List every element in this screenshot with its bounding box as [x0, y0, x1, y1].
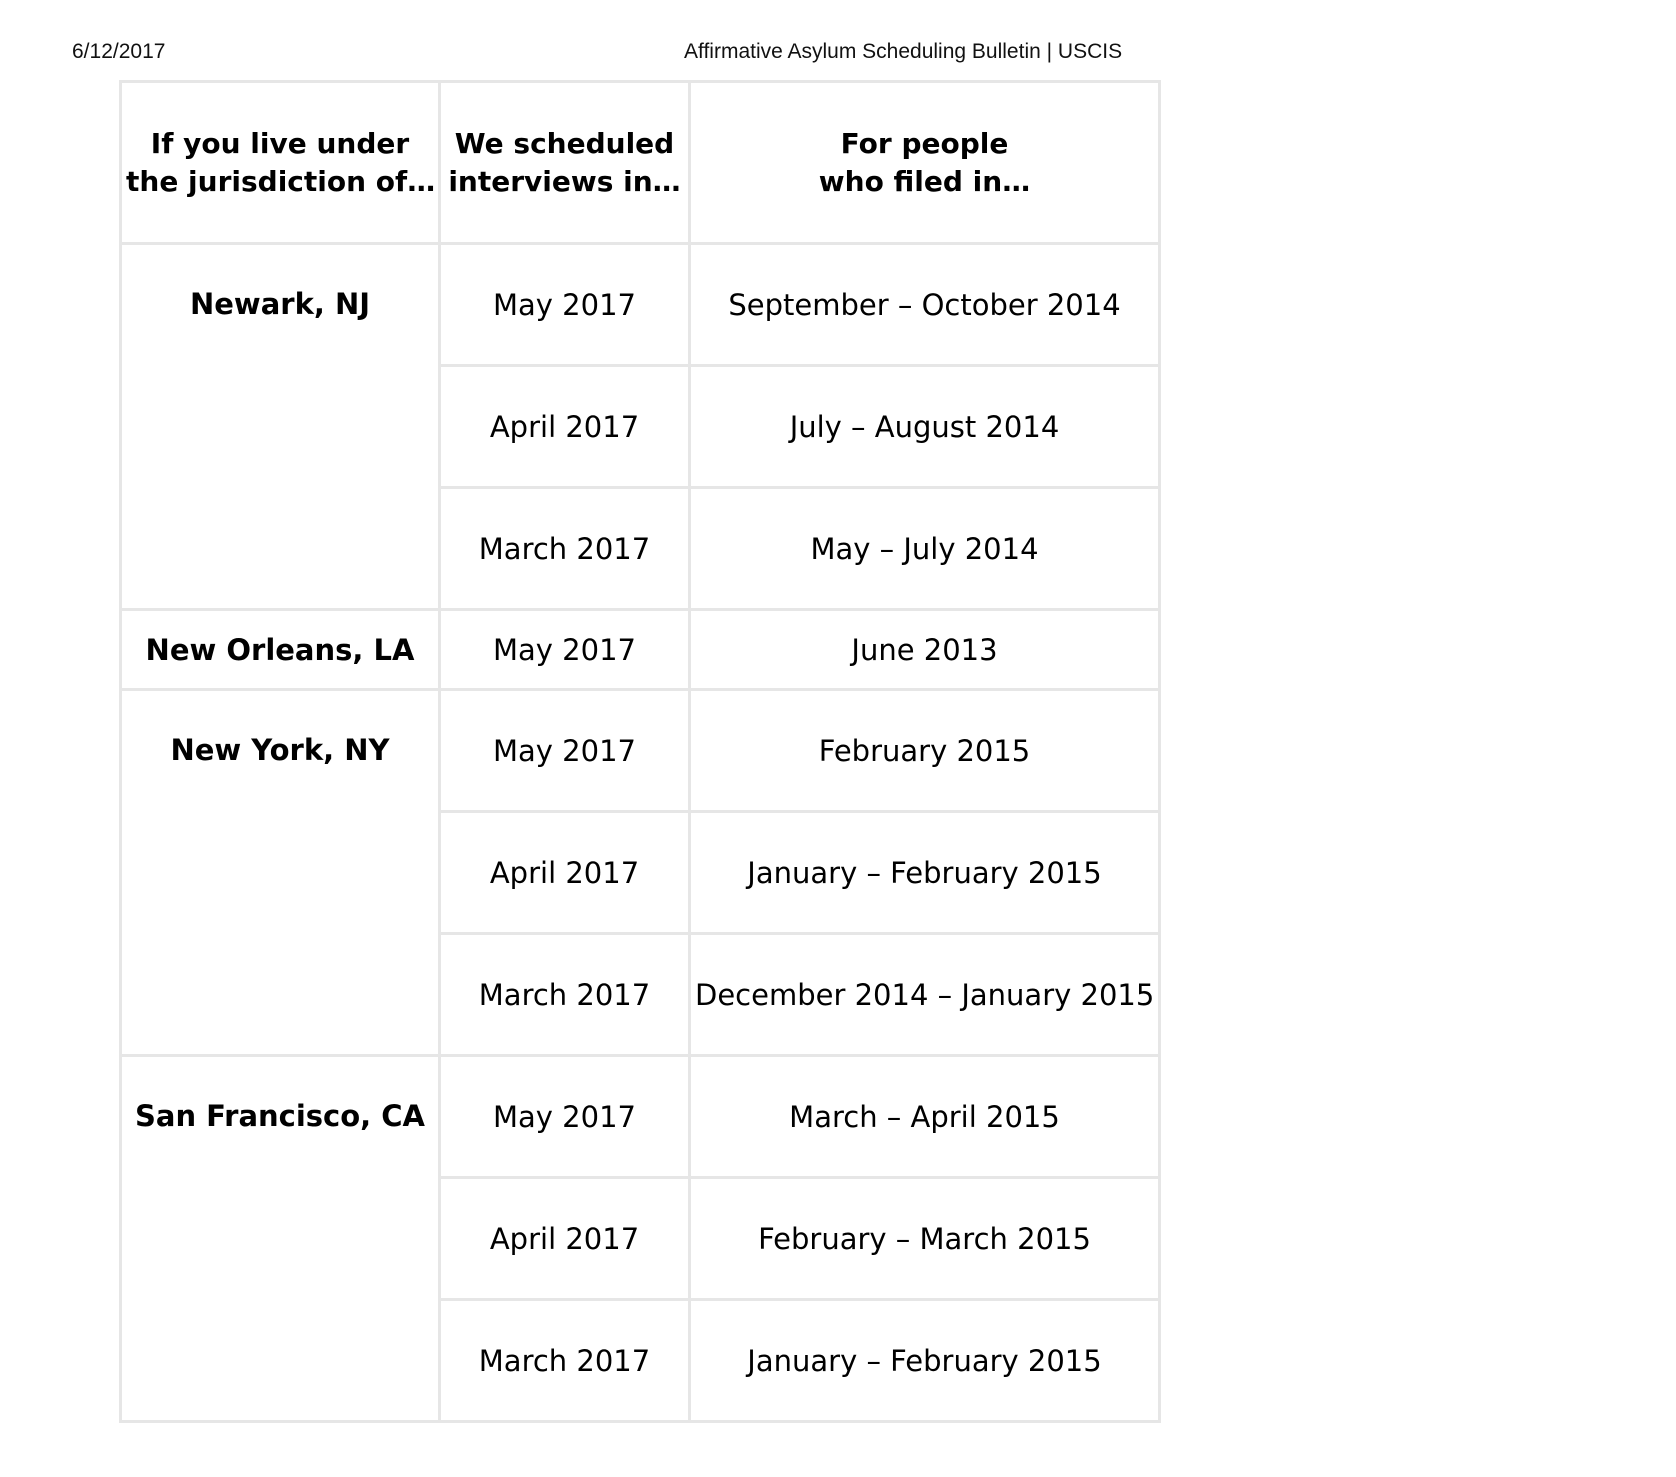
scheduled-cell: May 2017 — [440, 610, 690, 690]
asylum-schedule-table — [119, 80, 1161, 1423]
office-new-york: New York, NY — [121, 690, 440, 1056]
filed-cell: December 2014 – January 2015 — [690, 934, 1160, 1056]
filed-cell: May – July 2014 — [690, 488, 1160, 610]
header-scheduled — [440, 82, 690, 244]
scheduled-cell: April 2017 — [440, 1178, 690, 1300]
header-scheduled-line1: We scheduled — [454, 126, 675, 160]
table-row — [121, 244, 1160, 366]
scheduled-cell: May 2017 — [440, 690, 690, 812]
print-title: Affirmative Asylum Scheduling Bulletin | USCIS — [684, 40, 1123, 63]
scheduled-cell: March 2017 — [440, 934, 690, 1056]
table-header-row — [121, 82, 1160, 244]
header-jurisdiction-line2: the jurisdiction of… — [126, 164, 436, 198]
office-new-orleans: New Orleans, LA — [121, 610, 440, 690]
scheduled-cell: March 2017 — [440, 488, 690, 610]
scheduled-cell: May 2017 — [440, 1056, 690, 1178]
filed-cell: June 2013 — [690, 610, 1160, 690]
table-row — [121, 690, 1160, 812]
header-filed — [690, 82, 1160, 244]
table-row — [121, 610, 1160, 690]
filed-cell: July – August 2014 — [690, 366, 1160, 488]
office-newark: Newark, NJ — [121, 244, 440, 610]
print-header — [0, 0, 1676, 80]
scheduled-cell: April 2017 — [440, 366, 690, 488]
office-san-francisco: San Francisco, CA — [121, 1056, 440, 1422]
scheduled-cell: March 2017 — [440, 1300, 690, 1422]
header-filed-line1: For people — [840, 126, 1009, 160]
filed-cell: March – April 2015 — [690, 1056, 1160, 1178]
header-scheduled-line2: interviews in… — [448, 164, 681, 198]
header-jurisdiction-line1: If you live under — [150, 126, 410, 160]
filed-cell: February – March 2015 — [690, 1178, 1160, 1300]
header-jurisdiction — [121, 82, 440, 244]
print-date: 6/12/2017 — [72, 40, 166, 63]
scheduled-cell: April 2017 — [440, 812, 690, 934]
filed-cell: January – February 2015 — [690, 812, 1160, 934]
filed-cell: September – October 2014 — [690, 244, 1160, 366]
filed-cell: February 2015 — [690, 690, 1160, 812]
scheduled-cell: May 2017 — [440, 244, 690, 366]
header-filed-line2: who filed in… — [818, 164, 1031, 198]
table-row — [121, 1056, 1160, 1178]
filed-cell: January – February 2015 — [690, 1300, 1160, 1422]
